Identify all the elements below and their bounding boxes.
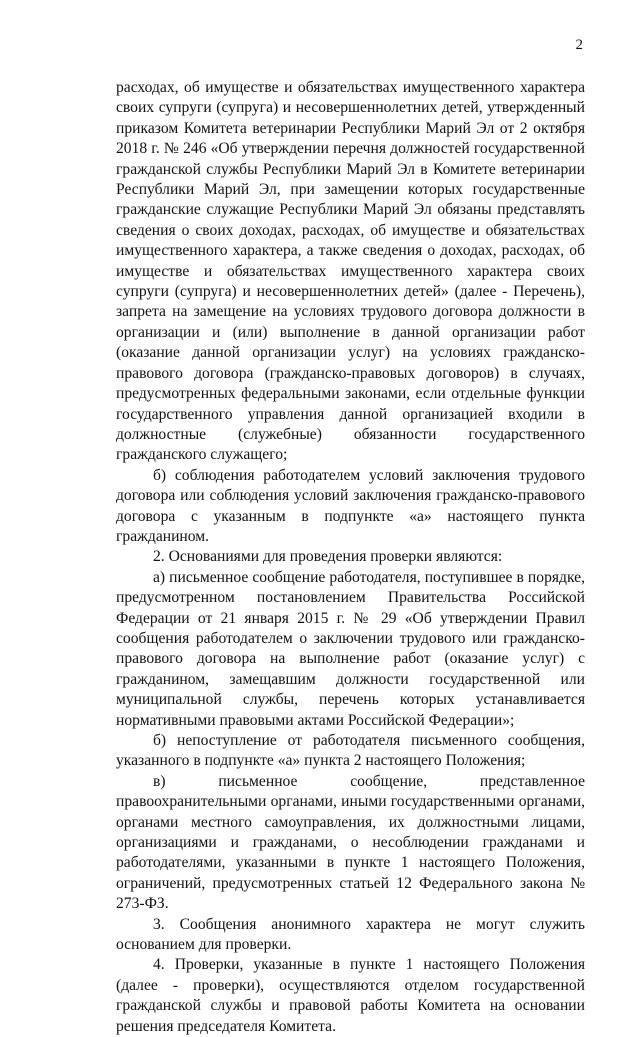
- paragraph-subitem-b: б) соблюдения работодателем условий заключения трудового договора или соблюдения условий заключения гражданско-правового договора с указанным в подпункте «а» настоящего пункта гражданином.: [116, 466, 585, 545]
- paragraph-item-3: 3. Сообщения анонимного характера не могут служить основанием для проверки.: [116, 915, 585, 954]
- paragraph-item-2a: а) письменное сообщение работодателя, поступившее в порядке, предусмотренном постановлением Правительства Российской Федерации от 21 января 2015 г. № 29 «Об утверждении Правил сообщения работодателем о заключении трудового или гражданско-правового договора на выполнение работ (оказание услуг) с гражданином, замещавшим должности государственной или муниципальной службы, перечень которых устанавливается нормативными правовыми актами Российской Федерации»;: [116, 568, 585, 729]
- document-body: [116, 78, 585, 1037]
- paragraph-item-2: 2. Основаниями для проведения проверки являются:: [153, 548, 503, 566]
- paragraph-item-2v: в) письменное сообщение, представленное правоохранительными органами, иными государственными органами, органами местного самоуправления, их должностными лицами, организациями и гражданами, о несоблюдении гражданами и работодателями, указанными в пункте 1 настоящего Положения, ограничений, предусмотренных статьей 12 Федерального закона № 273-ФЗ.: [116, 772, 585, 913]
- paragraph-item-2b: б) непоступление от работодателя письменного сообщения, указанного в подпункте «а» пункта 2 настоящего Положения;: [116, 732, 585, 770]
- paragraph-continuation: расходах, об имуществе и обязательствах имущественного характера своих супруги (супруга) и несовершеннолетних детей, утвержденный приказом Комитета ветеринарии Республики Марий Эл от 2 октября 2018 г. № 246 «Об утверждении перечня должностей государственной гражданской службы Республики Марий Эл в Комитете ветеринарии Республики Марий Эл, при замещении которых государственные гражданские служащие Республики Марий Эл обязаны представлять сведения о своих доходах, расходах, об имуществе и обязательствах имущественного характера, а также сведения о доходах, расходах, об имуществе и обязательствах имущественного характера своих супруги (супруга) и несовершеннолетних детей» (далее - Перечень), запрета на замещение на условиях трудового договора должности в организации и (или) выполнение в данной организации работ (оказание данной организации услуг) на условиях гражданско-правового договора (гражданско-правовых договоров) в случаях, предусмотренных федеральными законами, если отдельные функции государственного управления данной организацией входили в должностные (служебные) обязанности государственного гражданского служащего;: [116, 79, 585, 464]
- page-number: 2: [575, 37, 583, 53]
- paragraph-item-4: 4. Проверки, указанные в пункте 1 настоящего Положения (далее - проверки), осуществляются отделом государственной гражданской службы и правовой работы Комитета на основании решения председателя Комитета.: [116, 956, 585, 1035]
